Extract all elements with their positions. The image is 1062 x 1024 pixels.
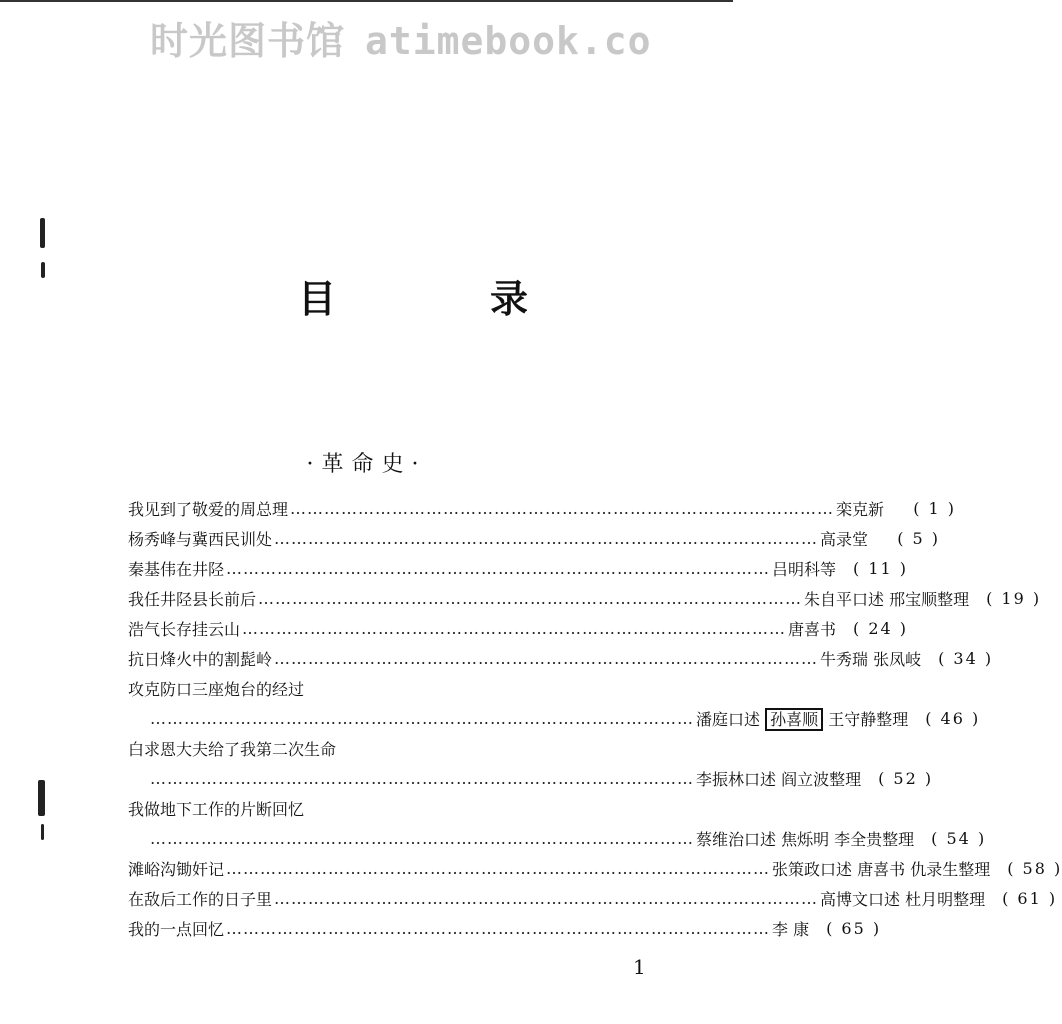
- toc-credit: 李振林口述 阎立波整理: [696, 769, 862, 789]
- toc-entry: [128, 823, 987, 853]
- toc-credit-boxed: 孙喜顺: [765, 708, 823, 731]
- toc-title: 滩峪沟锄奸记: [128, 859, 225, 879]
- toc-title: 白求恩大夫给了我第二次生命: [128, 739, 337, 759]
- binding-mark: [40, 218, 45, 248]
- section-heading: ·革命史·: [306, 452, 427, 477]
- toc-title: 浩气长存挂云山: [128, 619, 241, 639]
- toc-title: 我任井陉县长前后: [128, 589, 257, 609]
- toc-entry: [128, 493, 957, 523]
- toc-entry: [128, 613, 909, 643]
- toc-leader-dots: ……………………………………………………………………………………: [274, 528, 819, 548]
- page-title-left: 目: [298, 277, 337, 321]
- toc-entry: [128, 913, 882, 943]
- watermark-cn: 时光图书馆: [150, 19, 346, 63]
- toc-credit: 朱自平口述 邢宝顺整理: [804, 589, 970, 609]
- toc-entry: [128, 763, 934, 793]
- toc-entry: [128, 793, 690, 823]
- toc-leader-dots: ……………………………………………………………………………………: [274, 648, 819, 668]
- toc-entry: [128, 853, 1062, 883]
- binding-mark: [38, 780, 45, 816]
- toc-leader-dots: ……………………………………………………………………………………: [242, 618, 787, 638]
- toc-page-number: ( 5 ): [897, 528, 941, 548]
- toc-entry: [128, 523, 941, 553]
- toc-title: 抗日烽火中的割髭岭: [128, 649, 273, 669]
- toc-title: 我的一点回忆: [128, 919, 225, 939]
- toc-leader-dots: ……………………………………………………………………………………: [226, 918, 771, 938]
- toc-title: 秦基伟在井陉: [128, 559, 225, 579]
- toc-title: 我做地下工作的片断回忆: [128, 799, 305, 819]
- toc-entry: [128, 583, 1042, 613]
- toc-credit: 高录堂: [820, 529, 869, 549]
- toc-page-number: ( 61 ): [1002, 888, 1058, 908]
- table-of-contents: [128, 493, 1062, 943]
- toc-credit: 蔡维治口述 焦烁明 李全贵整理: [696, 829, 915, 849]
- toc-entry: [128, 733, 690, 763]
- toc-credit: 高博文口述 杜月明整理: [820, 889, 986, 909]
- toc-page-number: ( 54 ): [931, 828, 987, 848]
- toc-leader-dots: ……………………………………………………………………………………: [226, 858, 771, 878]
- toc-entry: [128, 673, 690, 703]
- toc-entry: [128, 883, 1058, 913]
- binding-mark: [41, 824, 44, 840]
- top-border-line: [0, 0, 733, 2]
- toc-credit-part: 潘庭口述: [696, 709, 766, 729]
- toc-credit: 吕明科等: [772, 559, 837, 579]
- toc-credit: [696, 707, 908, 730]
- toc-credit: 李 康: [772, 919, 810, 939]
- toc-credit-part: 王守静整理: [823, 709, 909, 729]
- toc-title: 攻克防口三座炮台的经过: [128, 679, 305, 699]
- toc-page-number: ( 1 ): [913, 498, 957, 518]
- toc-credit: 栾克新: [836, 499, 885, 519]
- toc-credit: 牛秀瑞 张凤岐: [820, 649, 922, 669]
- toc-page-number: ( 34 ): [938, 648, 994, 668]
- toc-page-number: ( 19 ): [986, 588, 1042, 608]
- toc-title: 杨秀峰与冀西民训处: [128, 529, 273, 549]
- toc-page-number: ( 24 ): [853, 618, 909, 638]
- page-number: 1: [633, 955, 646, 979]
- toc-page-number: ( 65 ): [826, 918, 882, 938]
- toc-leader-dots: ……………………………………………………………………………………: [150, 708, 694, 728]
- toc-leader-dots: ……………………………………………………………………………………: [258, 588, 803, 608]
- toc-entry: [128, 643, 994, 673]
- toc-credit: 张策政口述 唐喜书 仇录生整理: [772, 859, 991, 879]
- toc-page-number: ( 58 ): [1007, 858, 1062, 878]
- toc-leader-dots: ……………………………………………………………………………………: [290, 498, 835, 518]
- toc-leader-dots: ……………………………………………………………………………………: [150, 828, 694, 848]
- toc-page-number: ( 11 ): [853, 558, 909, 578]
- toc-title: 我见到了敬爱的周总理: [128, 499, 289, 519]
- page-title-right: 录: [490, 277, 529, 321]
- toc-entry: [128, 703, 981, 733]
- toc-leader-dots: ……………………………………………………………………………………: [274, 888, 819, 908]
- watermark-url: atimebook.co: [365, 19, 652, 63]
- toc-entry: [128, 553, 909, 583]
- toc-leader-dots: ……………………………………………………………………………………: [226, 558, 771, 578]
- toc-page-number: ( 46 ): [925, 708, 981, 728]
- toc-leader-dots: ……………………………………………………………………………………: [150, 768, 694, 788]
- watermark: [150, 10, 652, 65]
- toc-title: 在敌后工作的日子里: [128, 889, 273, 909]
- toc-page-number: ( 52 ): [878, 768, 934, 788]
- toc-credit: 唐喜书: [788, 619, 837, 639]
- binding-mark: [41, 262, 45, 278]
